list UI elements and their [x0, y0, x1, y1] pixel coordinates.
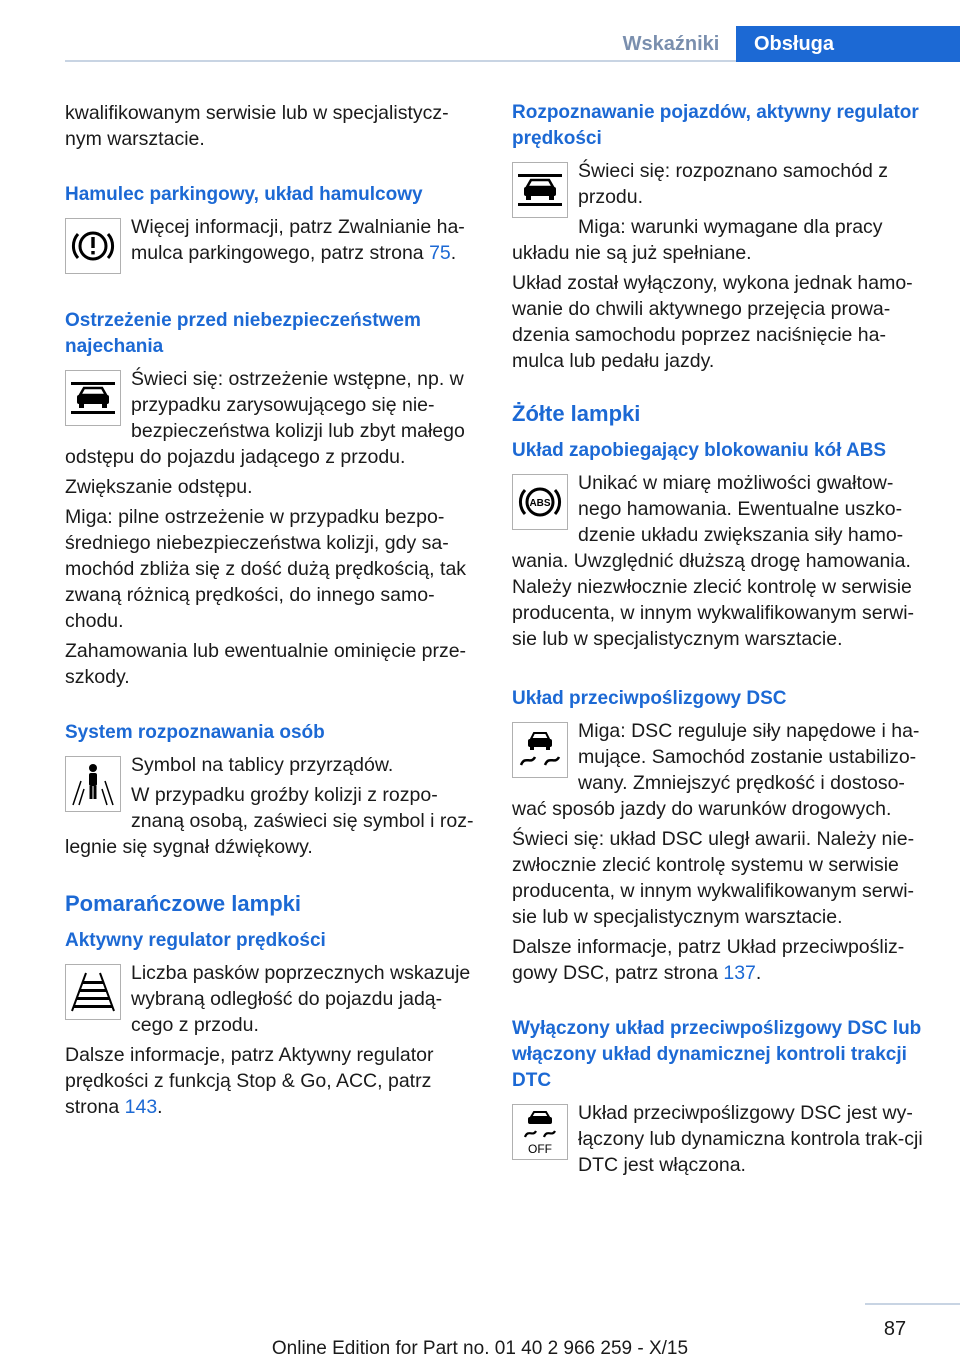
- heading-active-cruise: Aktywny regulator prędkości: [65, 930, 326, 951]
- heading-person-recognition: System rozpoznawania osób: [65, 722, 325, 743]
- vehicle-detection-p1: Świeci się: rozpoznano samochód z przodu.: [578, 160, 888, 208]
- brake-warning-icon: [65, 218, 121, 274]
- entry-abs: [512, 470, 930, 656]
- heading-yellow-lamps: Żółte lampki: [512, 401, 641, 426]
- heading-vehicle-detection: Rozpoznawanie pojazdów, aktywny regulator prędkości: [512, 102, 919, 149]
- abs-icon: [512, 474, 568, 530]
- tab-obsluga[interactable]: Obsługa: [736, 26, 960, 62]
- intro-text: kwalifikowanym serwisie lub w specjalistycz-nym warsztacie.: [65, 102, 449, 150]
- entry-dsc-off: [512, 1100, 930, 1182]
- footer-edition: Online Edition for Part no. 01 40 2 966 259 - X/15: [271, 1338, 689, 1359]
- right-column: [512, 100, 930, 1182]
- heading-abs: Układ zapobiegający blokowaniu kół ABS: [512, 440, 887, 461]
- heading-dsc: Układ przeciwpoślizgowy DSC: [512, 688, 787, 709]
- collision-warning-icon: [65, 370, 121, 426]
- entry-active-cruise: [65, 960, 480, 1042]
- dsc-icon: [512, 722, 568, 778]
- person-recognition-p1: Symbol na tablicy przyrządów.: [131, 754, 394, 776]
- vehicle-detected-icon: [512, 162, 568, 218]
- dsc-p3: Dalsze informacje, patrz Układ przeciwpośliz-gowy DSC, patrz strona 137.: [512, 936, 905, 984]
- dsc-p1: Miga: DSC reguluje siły napędowe i ha-mujące. Samochód zostanie ustabilizo-wany. Zmniejszyć prędkość i dostoso-wać sposób jazdy do warunków drogowych.: [512, 720, 920, 820]
- entry-person-recognition: [65, 752, 480, 864]
- page-link-75[interactable]: 75: [429, 242, 451, 264]
- collision-warning-p4: Zahamowania lub ewentualnie ominięcie prze-szkody.: [65, 640, 467, 688]
- pedestrian-icon: [65, 756, 121, 812]
- abs-icon-label: ABS: [529, 498, 551, 509]
- dsc-p2: Świeci się: układ DSC uległ awarii. Należy nie-zwłocznie zlecić kontrolę systemu w serwisie producenta, w innym wykwalifikowanym serwi-sie lub w specjalistycznym warsztacie.: [512, 828, 915, 928]
- page-number: 87: [883, 1318, 907, 1340]
- active-cruise-p2: Dalsze informacje, patrz Aktywny regulator prędkości z funkcją Stop & Go, ACC, patrz strona 143.: [65, 1044, 434, 1118]
- entry-parking-brake: [65, 214, 480, 278]
- heading-dsc-off: Wyłączony układ przeciwpoślizgowy DSC lub włączony układ dynamicznej kontroli trakcji DTC: [512, 1018, 922, 1091]
- footer-rule: [865, 1303, 960, 1305]
- vehicle-detection-p2: Miga: warunki wymagane dla pracy układu nie są już spełniane.: [512, 216, 883, 264]
- abs-p1: Unikać w miarę możliwości gwałtow-nego hamowania. Ewentualne uszko-dzenie układu zwiększania siły hamo-wania. Uwzględnić dłuższą drogę hamowania. Należy niezwłocznie zlecić kontrolę w serwisie producenta, w innym wykwalifikowanym serwi-sie lub w specjalistycznym warsztacie.: [512, 472, 915, 650]
- active-cruise-p1: Liczba pasków poprzecznych wskazuje wybraną odległość do pojazdu jadą-cego z przodu.: [131, 962, 471, 1036]
- entry-vehicle-detection: [512, 158, 930, 270]
- entry-collision-warning: [65, 366, 480, 474]
- collision-warning-p2: Zwiększanie odstępu.: [65, 476, 253, 498]
- heading-parking-brake: Hamulec parkingowy, układ hamulcowy: [65, 184, 423, 205]
- page-link-143[interactable]: 143: [124, 1096, 158, 1118]
- left-column: [65, 100, 480, 1124]
- heading-collision-warning: Ostrzeżenie przed niebezpieczeństwem najechania: [65, 310, 421, 357]
- tab-wskazniki[interactable]: Wskaźniki: [622, 32, 720, 55]
- page-link-137[interactable]: 137: [723, 962, 756, 984]
- dsc-off-p1: Układ przeciwpoślizgowy DSC jest wy-łączony lub dynamiczna kontrola trak-cji DTC jest włączona.: [578, 1102, 923, 1176]
- parking-brake-text: Więcej informacji, patrz Zwalnianie ha-mulca parkingowego, patrz strona 75.: [131, 216, 465, 264]
- heading-orange-lamps: Pomarańczowe lampki: [65, 891, 301, 916]
- distance-bars-icon: [65, 964, 121, 1020]
- collision-warning-p3: Miga: pilne ostrzeżenie w przypadku bezpo-średniego niebezpieczeństwa kolizji, gdy sa-mochód zbliża się z dość dużą prędkością, tak zwaną różnicą prędkości, do innego samo-chodu.: [65, 506, 467, 632]
- person-recognition-p2: W przypadku groźby kolizji z rozpo-znaną osobą, zaświeci się symbol i roz-legnie się sygnał dźwiękowy.: [65, 784, 474, 858]
- collision-warning-p1: Świeci się: ostrzeżenie wstępne, np. w przypadku zarysowującego się nie-bezpieczeństwa kolizji lub zbyt małego odstępu do pojazdu jadącego z przodu.: [65, 368, 465, 468]
- dsc-off-icon: [512, 1104, 568, 1160]
- vehicle-detection-p3: Układ został wyłączony, wykona jednak hamo-wanie do chwili aktywnego przejęcia prowa-dzenia samochodu poprzez naciśnięcie ha-mulca lub pedału jazdy.: [512, 272, 913, 372]
- entry-dsc: [512, 718, 930, 826]
- dsc-off-icon-label: OFF: [528, 1142, 552, 1156]
